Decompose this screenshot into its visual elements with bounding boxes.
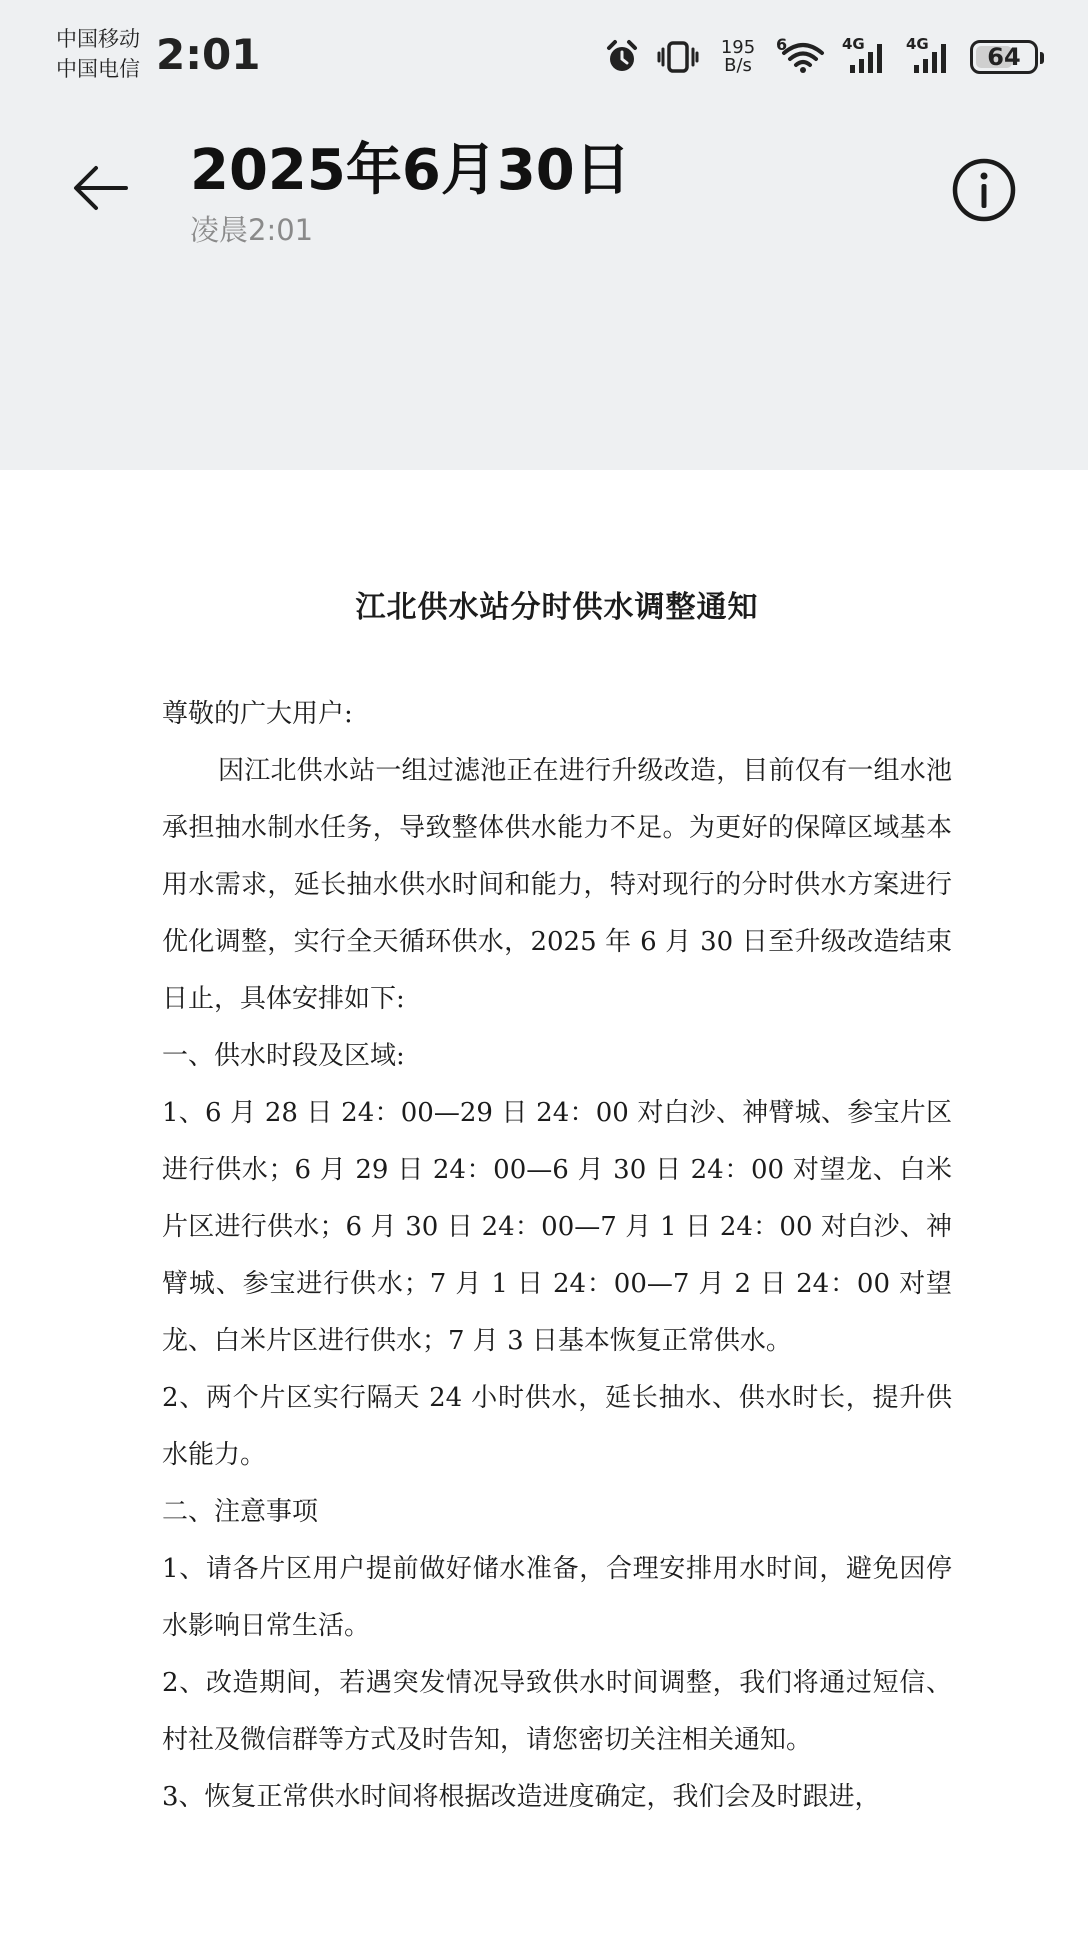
vibrate-icon xyxy=(656,39,700,75)
title-block xyxy=(190,136,631,250)
signal-2-label: 4G xyxy=(906,35,929,53)
app-bar xyxy=(0,110,1088,470)
document-paragraph: 2、改造期间，若遇突发情况导致供水时间调整，我们将通过短信、村社及微信群等方式及时告知，请您密切关注相关通知。 xyxy=(162,1668,952,1755)
document-section-heading: 二、注意事项 xyxy=(162,1497,319,1527)
carrier-2: 中国电信 xyxy=(56,57,140,81)
arrow-left-icon xyxy=(66,152,138,224)
document-body xyxy=(162,686,952,1826)
info-button[interactable] xyxy=(950,156,1018,224)
battery-level-text: 64 xyxy=(987,43,1021,71)
wifi-icon xyxy=(776,35,826,75)
status-bar xyxy=(0,0,1088,110)
wifi-badge: 6 xyxy=(776,35,788,54)
carrier-1: 中国移动 xyxy=(56,27,140,51)
document-paragraph: 因江北供水站一组过滤池正在进行升级改造，目前仅有一组水池承担抽水制水任务，导致整体供水能力不足。为更好的保障区域基本用水需求，延长抽水供水时间和能力，特对现行的分时供水方案进行优化调整，实行全天循环供水，2025 年 6 月 30 日至升级改造结束日止，具体安排如下: xyxy=(162,756,952,1014)
page-title: 2025年6月30日 xyxy=(190,138,631,203)
battery-icon xyxy=(970,40,1038,74)
document-title: 江北供水站分时供水调整通知 xyxy=(355,590,759,625)
document-paragraph: 1、6 月 28 日 24：00—29 日 24：00 对白沙、神臂城、参宝片区进行供水；6 月 29 日 24：00—6 月 30 日 24：00 对望龙、白米片区进行供水；6 月 30 日 24：00—7 月 1 日 24：00 对白沙、神臂城、参宝进行供水；7 月 1 日 24：00—7 月 2 日 24：00 对望龙、白米片区进行供水；7 月 3 日基本恢复正常供水。 xyxy=(162,1098,952,1356)
status-clock: 2:01 xyxy=(156,30,261,79)
document-greeting: 尊敬的广大用户: xyxy=(162,699,353,729)
net-speed xyxy=(716,39,760,75)
back-button[interactable] xyxy=(66,152,138,224)
status-icons xyxy=(604,34,1038,80)
document-paragraph: 1、请各片区用户提前做好储水准备，合理安排用水时间，避免因停水影响日常生活。 xyxy=(162,1554,952,1641)
net-speed-unit: B/s xyxy=(724,55,752,76)
info-circle-icon xyxy=(950,156,1018,224)
carrier-info xyxy=(56,24,140,84)
document-paragraph: 2、两个片区实行隔天 24 小时供水，延长抽水、供水时长，提升供水能力。 xyxy=(162,1383,952,1470)
alarm-icon xyxy=(604,39,640,75)
document-paragraph: 3、恢复正常供水时间将根据改造进度确定，我们会及时跟进， xyxy=(162,1782,881,1812)
net-speed-value: 195 xyxy=(720,37,756,58)
signal-icon-1 xyxy=(842,35,890,75)
document-image-viewer[interactable] xyxy=(0,470,1088,1933)
page-subtitle: 凌晨2:01 xyxy=(190,213,314,247)
signal-1-label: 4G xyxy=(842,35,865,53)
signal-icon-2 xyxy=(906,35,954,75)
document-section-heading: 一、供水时段及区域: xyxy=(162,1041,405,1071)
